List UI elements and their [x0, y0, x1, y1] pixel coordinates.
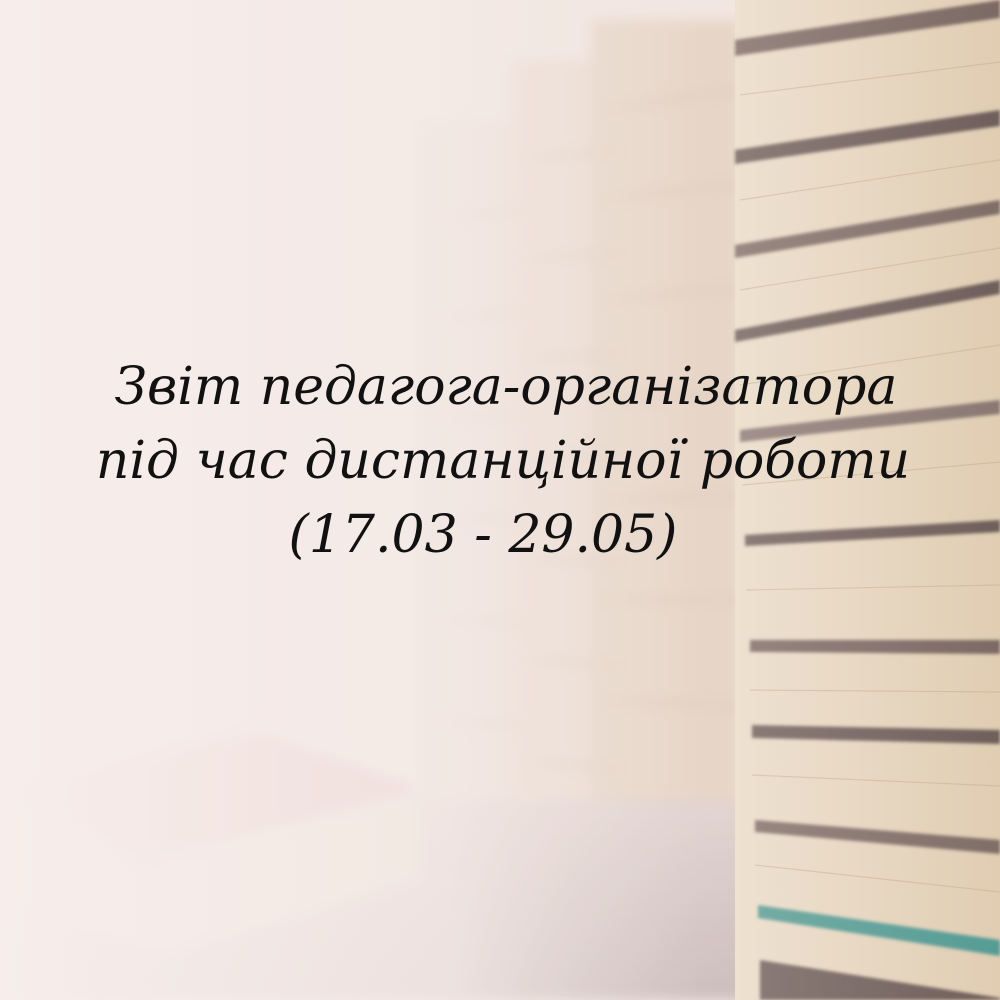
title-line-1: Звіт педагога-організатора — [114, 357, 898, 417]
title-line-2: під час дистанційної роботи — [95, 431, 911, 491]
title-date-range: (17.03 - 29.05) — [288, 505, 678, 565]
report-title — [0, 350, 1000, 572]
